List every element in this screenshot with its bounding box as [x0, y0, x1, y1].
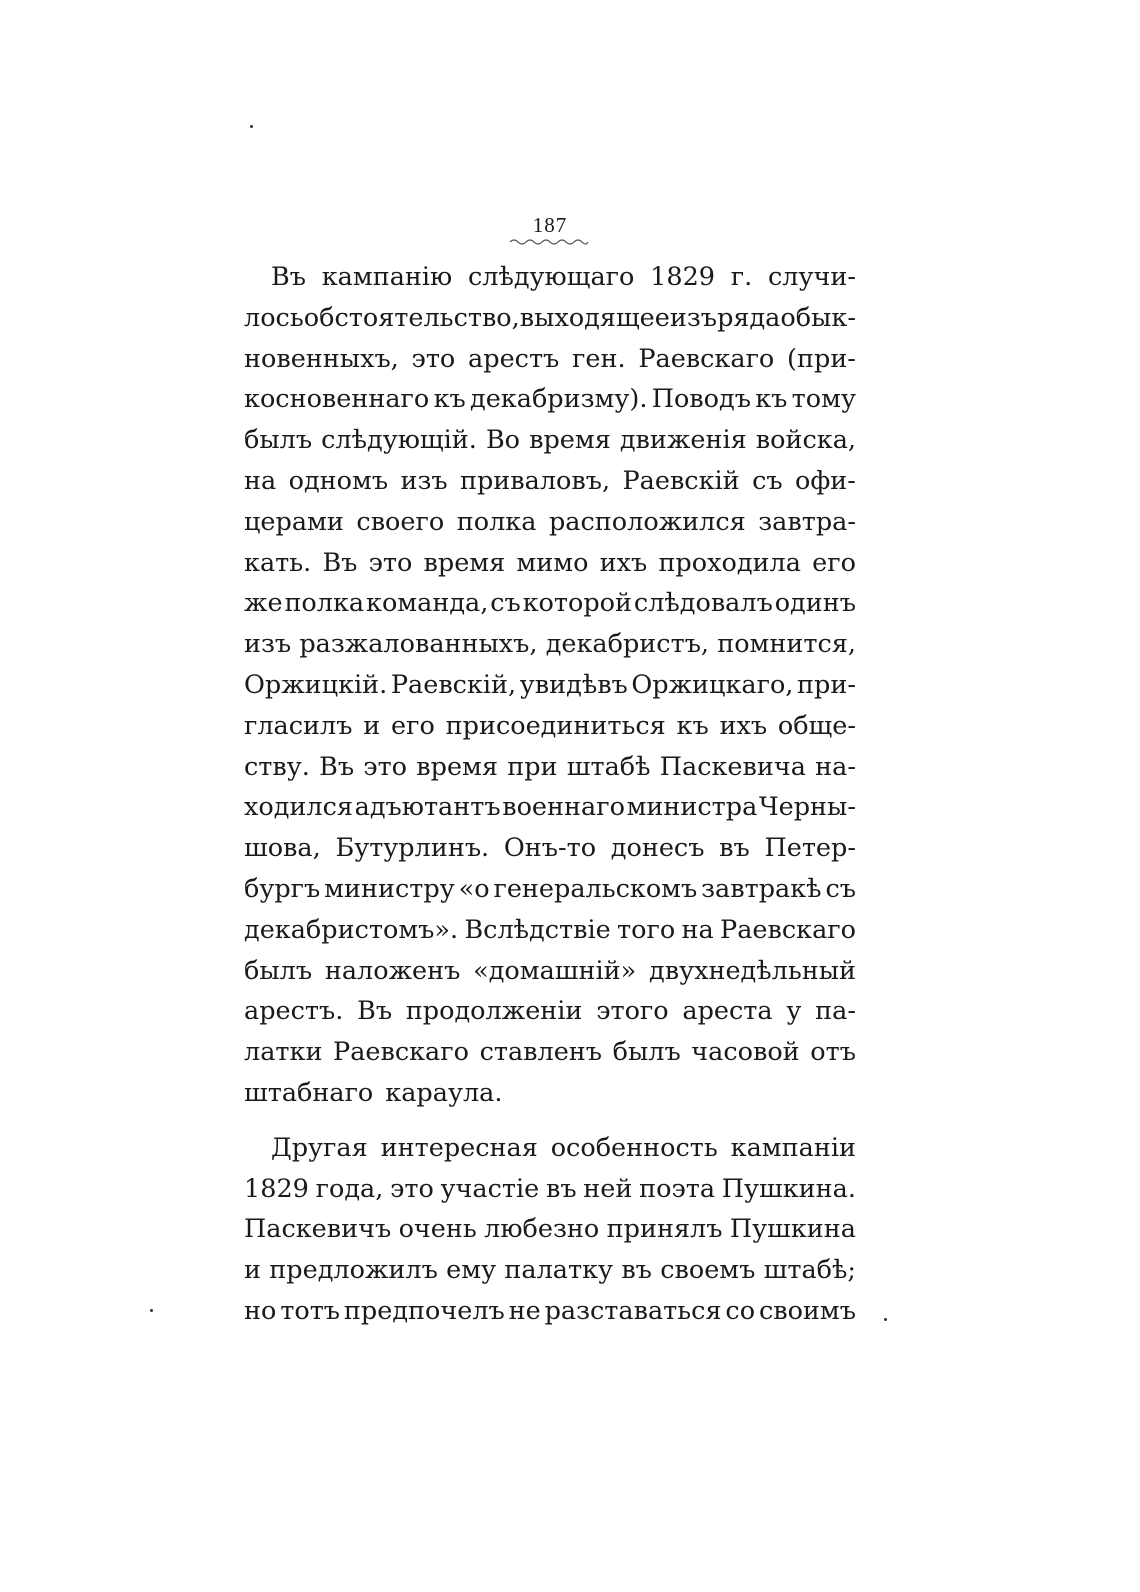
text-line: Другая интересная особенность кампаніи — [271, 1132, 856, 1163]
text-line: же полка команда, съ которой слѣдовалъ одинъ — [244, 588, 856, 619]
scan-speck — [250, 125, 253, 128]
text-line: былъ наложенъ «домашній» двухнедѣльный — [244, 955, 856, 986]
text-line: новенныхъ, это арестъ ген. Раевскаго (при- — [244, 343, 856, 374]
paragraph — [244, 257, 856, 1114]
text-line: церами своего полка расположился завтра- — [244, 506, 856, 537]
text-line: гласилъ и его присоединиться къ ихъ обще- — [244, 710, 856, 741]
text-line: косновеннаго къ декабризму). Поводъ къ тому — [244, 384, 856, 415]
text-line: 1829 года, это участіе въ ней поэта Пушкина. — [244, 1173, 856, 1204]
page-number: 187 — [532, 213, 568, 237]
wavy-underline-ornament — [508, 236, 590, 248]
text-line: Оржицкій. Раевскій, увидѣвъ Оржицкаго, при- — [244, 669, 856, 700]
text-line: шова, Бутурлинъ. Онъ-то донесъ въ Петер- — [244, 833, 856, 864]
text-line: латки Раевскаго ставленъ былъ часовой отъ — [244, 1037, 856, 1068]
text-line: Въ кампанію слѣдующаго 1829 г. случи- — [271, 262, 856, 292]
text-line: но тотъ предпочелъ не разставаться со своимъ — [244, 1295, 856, 1326]
text-line: арестъ. Въ продолженіи этого ареста у па- — [244, 996, 856, 1027]
paragraph — [244, 1128, 856, 1332]
text-line: ходился адъютантъ военнаго министра Черны- — [244, 792, 856, 823]
text-line: кать. Въ это время мимо ихъ проходила его — [244, 547, 856, 578]
text-line: на одномъ изъ приваловъ, Раевскій съ офи- — [244, 465, 856, 496]
text-line: бургъ министру «о генеральскомъ завтракѣ съ — [244, 873, 856, 904]
text-line: декабристомъ». Вслѣдствіе того на Раевскаго — [244, 914, 856, 945]
text-line: лось обстоятельство, выходящее изъ ряда обык- — [244, 302, 856, 333]
text-line: ству. Въ это время при штабѣ Паскевича на- — [244, 751, 856, 782]
text-line: былъ слѣдующій. Во время движенія войска, — [244, 425, 856, 456]
text-line: Паскевичъ очень любезно принялъ Пушкина — [244, 1214, 856, 1245]
scan-speck — [884, 1318, 887, 1321]
body-text — [244, 257, 856, 1332]
text-line: изъ разжалованныхъ, декабристъ, помнится, — [244, 629, 856, 660]
text-line: штабнаго караула. — [244, 1077, 503, 1108]
scan-speck — [150, 1309, 153, 1312]
text-line: и предложилъ ему палатку въ своемъ штабѣ; — [244, 1255, 856, 1286]
